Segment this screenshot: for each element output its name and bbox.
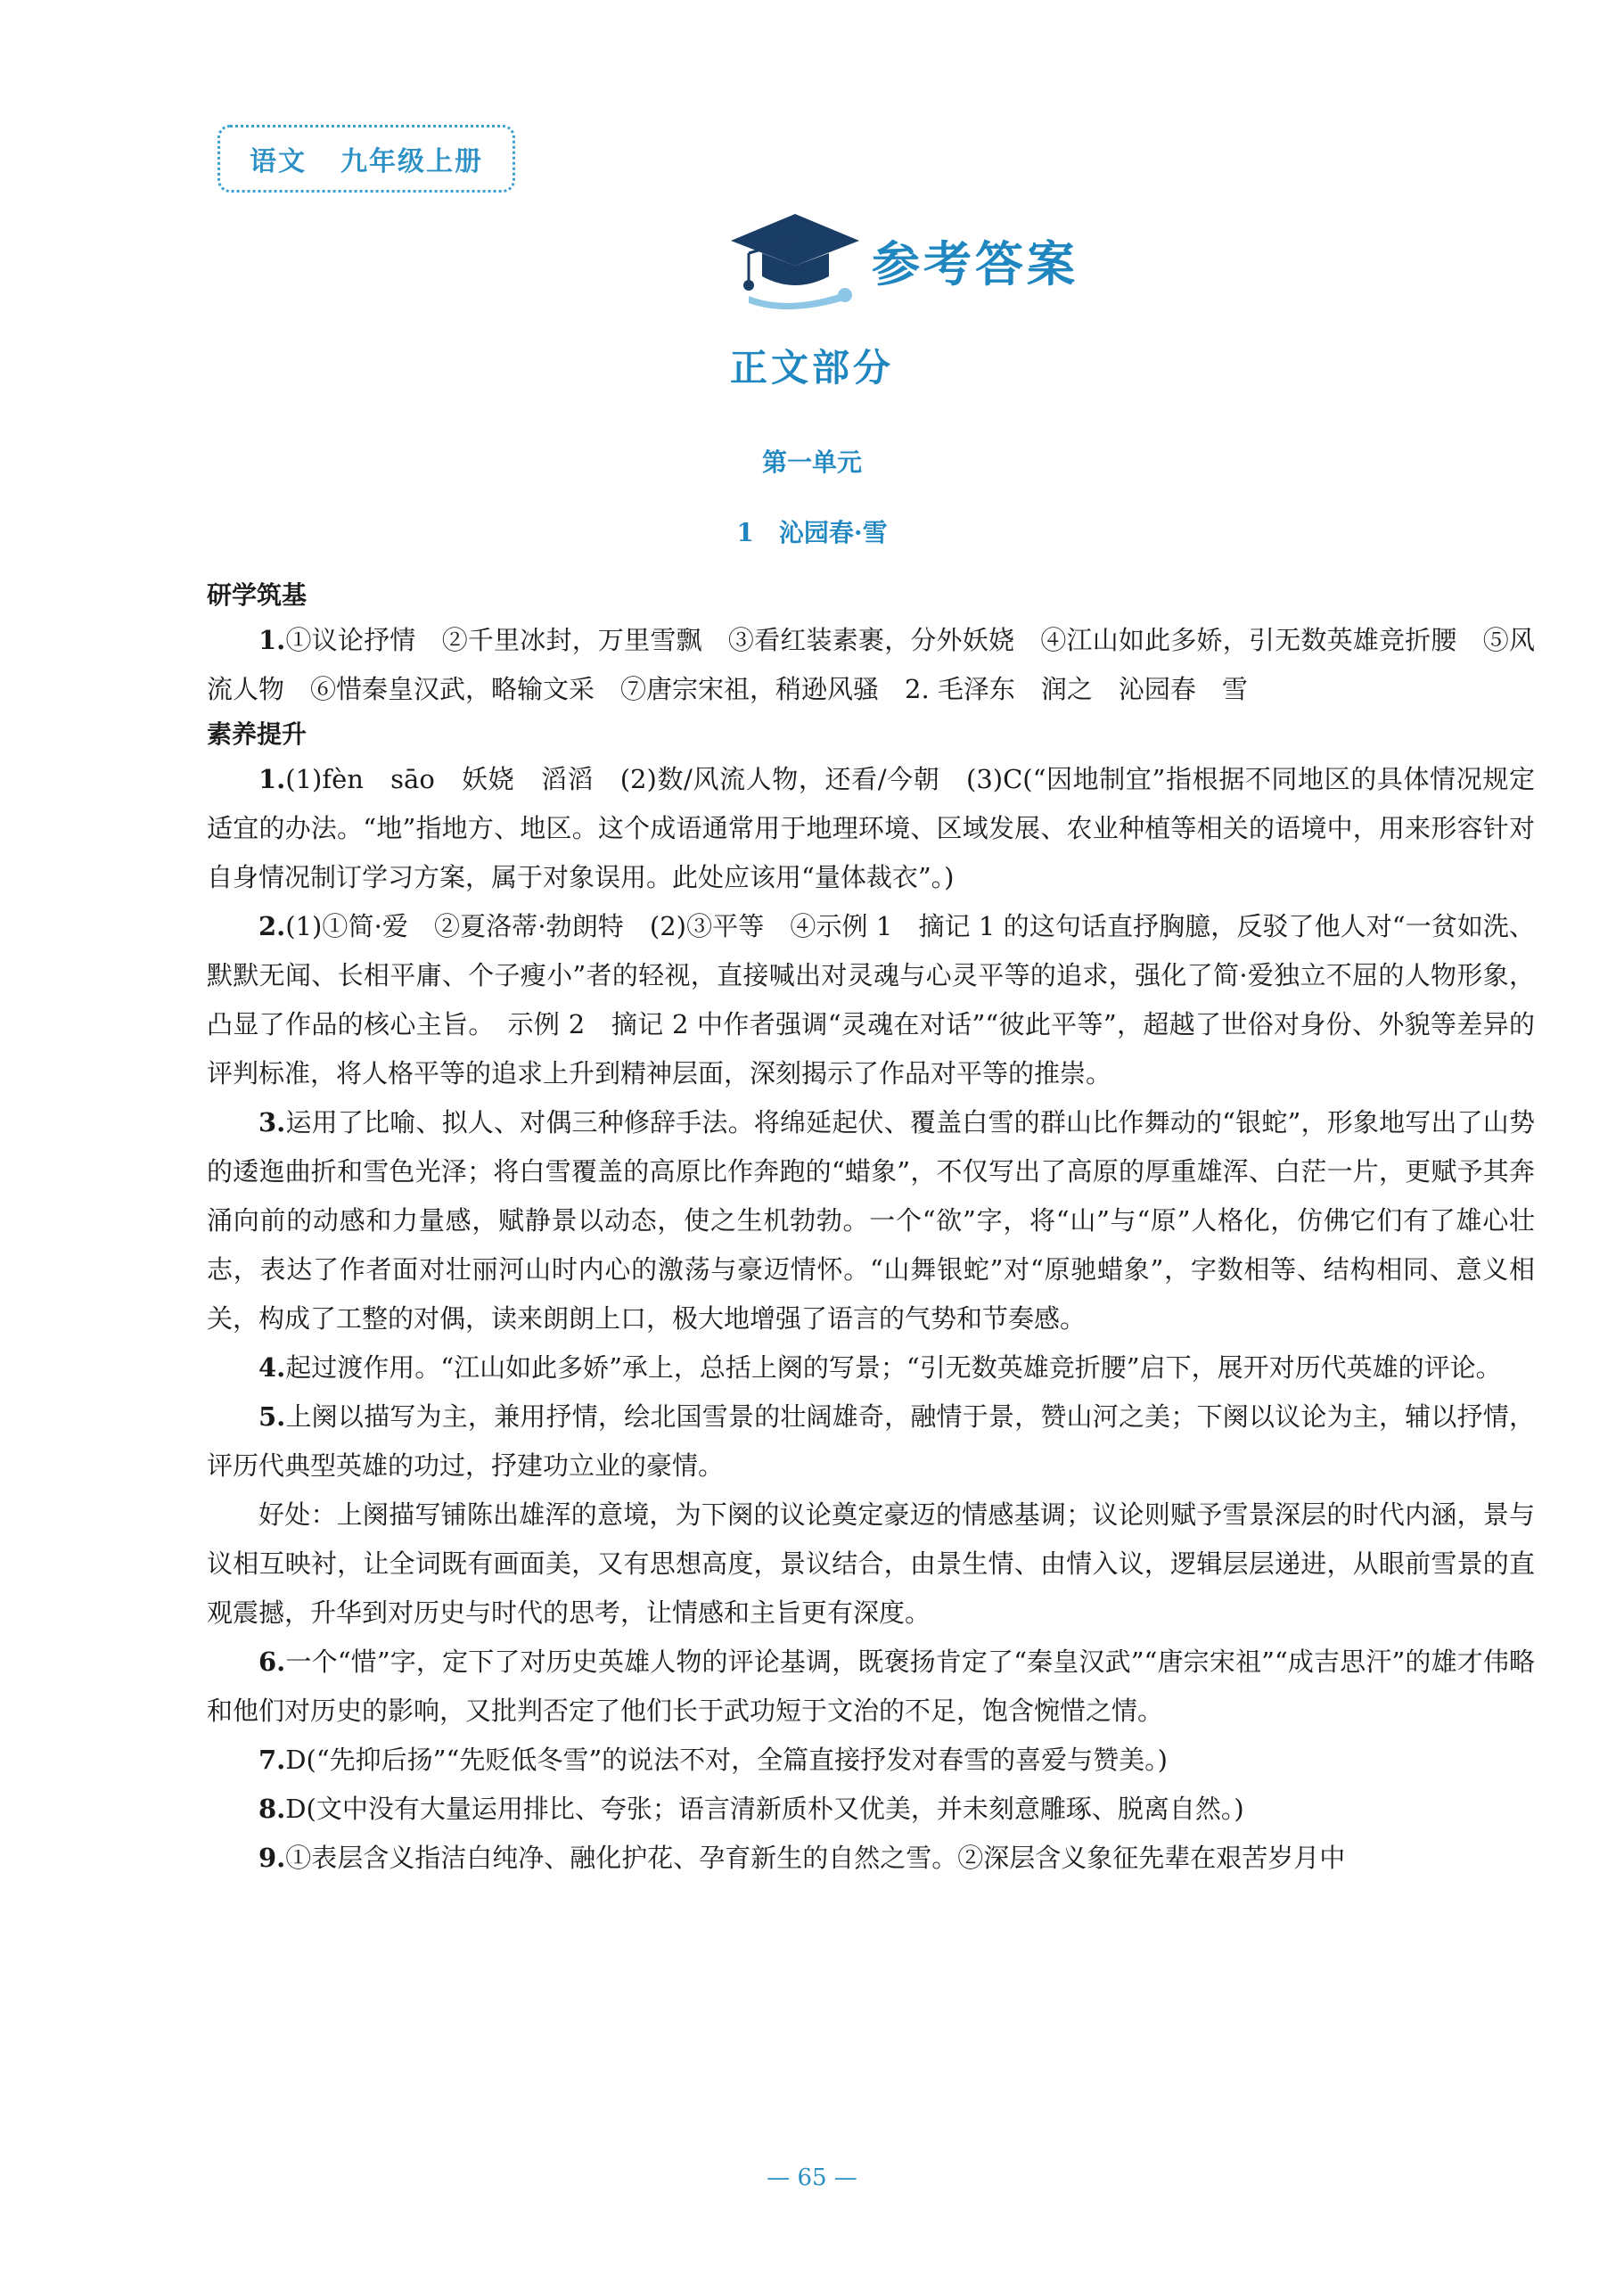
- item-text: (1)fèn sāo 妖娆 滔滔 (2)数/风流人物，还看/今朝 (3)C(“因地制宜”指根据不同地区的具体情况规定适宜的办法。“地”指地方、地区。这个成语通常用于地理环境、区域发展、农业种植等相关的语境中，用来形容针对自身情况制订学习方案，属于对象误用。此处应该用“量体裁衣”。): [207, 764, 1535, 892]
- answer-item: [207, 1785, 1535, 1834]
- answer-item: [207, 755, 1535, 902]
- item-text: 一个“惜”字，定下了对历史英雄人物的评论基调，既褒扬肯定了“秦皇汉武”“唐宗宋祖”“成吉思汗”的雄才伟略和他们对历史的影响，又批判否定了他们长于武功短于文治的不足，饱含惋惜之情。: [207, 1647, 1535, 1726]
- item-number: 1.: [258, 764, 286, 794]
- page-number: — 65 —: [767, 2164, 857, 2191]
- section-title: 正文部分: [729, 346, 894, 390]
- item-number: 6.: [258, 1647, 286, 1677]
- section-heading: 研学筑基: [207, 580, 308, 610]
- item-number: 8.: [258, 1794, 286, 1824]
- item-text: 运用了比喻、拟人、对偶三种修辞手法。将绵延起伏、覆盖白雪的群山比作舞动的“银蛇”，形象地写出了山势的逶迤曲折和雪色光泽；将白雪覆盖的高原比作奔跑的“蜡象”，不仅写出了高原的厚重雄浑、白茫一片，更赋予其奔涌向前的动感和力量感，赋静景以动态，使之生机勃勃。一个“欲”字，将“山”与“原”人格化，仿佛它们有了雄心壮志，表达了作者面对壮丽河山时内心的激荡与豪迈情怀。“山舞银蛇”对“原驰蜡象”，字数相等、结构相同、意义相关，构成了工整的对偶，读来朗朗上口，极大地增强了语言的气势和节奏感。: [207, 1107, 1535, 1334]
- item-number: 1.: [258, 625, 286, 655]
- unit-title: 第一单元: [761, 448, 862, 477]
- item-number: 4.: [258, 1352, 286, 1383]
- title-row: [713, 207, 1079, 314]
- item-number: 3.: [258, 1107, 286, 1138]
- answer-item: [207, 1343, 1535, 1392]
- subject-grade-label: [217, 125, 515, 193]
- answer-item: [207, 1392, 1535, 1491]
- item-number: 5.: [258, 1401, 286, 1432]
- item-text: 好处：上阕描写铺陈出雄浑的意境，为下阕的议论奠定豪迈的情感基调；议论则赋予雪景深层的时代内涵，景与议相互映衬，让全词既有画面美，又有思想高度，景议结合，由景生情、由情入议，逻辑层层递进，从眼前雪景的直观震撼，升华到对历史与时代的思考，让情感和主旨更有深度。: [207, 1499, 1535, 1628]
- item-number: 7.: [258, 1745, 286, 1775]
- graduation-cap-icon: [713, 207, 865, 314]
- main-title: 参考答案: [872, 235, 1079, 292]
- answer-item-continued: [207, 1491, 1535, 1638]
- item-text: ①议论抒情 ②千里冰封，万里雪飘 ③看红装素裹，分外妖娆 ④江山如此多娇，引无数英雄竞折腰 ⑤风流人物 ⑥惜秦皇汉武，略输文采 ⑦唐宗宋祖，稍逊风骚 2. 毛泽东 润之 沁园春 雪: [207, 625, 1535, 704]
- answer-item: [207, 1098, 1535, 1343]
- section-heading: 素养提升: [207, 719, 308, 749]
- lesson-title: 1 沁园春·雪: [736, 518, 888, 547]
- answer-item: [207, 1736, 1535, 1785]
- answer-item: [207, 1638, 1535, 1736]
- item-number: 9.: [258, 1843, 286, 1873]
- item-text: 起过渡作用。“江山如此多娇”承上，总括上阕的写景；“引无数英雄竞折腰”启下，展开对历代英雄的评论。: [285, 1352, 1502, 1383]
- answer-item: [207, 616, 1535, 714]
- item-text: ①表层含义指洁白纯净、融化护花、孕育新生的自然之雪。②深层含义象征先辈在艰苦岁月中: [285, 1843, 1346, 1873]
- item-text: 上阕以描写为主，兼用抒情，绘北国雪景的壮阔雄奇，融情于景，赞山河之美；下阕以议论为主，辅以抒情，评历代典型英雄的功过，抒建功立业的豪情。: [207, 1401, 1535, 1481]
- subject-text: 语文: [250, 146, 307, 177]
- item-text: D(文中没有大量运用排比、夸张；语言清新质朴又优美，并未刻意雕琢、脱离自然。): [285, 1794, 1244, 1824]
- item-text: D(“先抑后扬”“先贬低冬雪”的说法不对，全篇直接抒发对春雪的喜爱与赞美。): [285, 1745, 1168, 1775]
- item-number: 2.: [258, 911, 286, 941]
- answer-content: [207, 575, 1535, 1883]
- grade-text: 九年级上册: [340, 146, 483, 177]
- answer-item: [207, 902, 1535, 1098]
- item-text: (1)①简·爱 ②夏洛蒂·勃朗特 (2)③平等 ④示例 1 摘记 1 的这句话直抒胸臆，反驳了他人对“一贫如洗、默默无闻、长相平庸、个子瘦小”者的轻视，直接喊出对灵魂与心灵平等的追求，强化了简·爱独立不屈的人物形象，凸显了作品的核心主旨。 示例 2 摘记 2 中作者强调“灵魂在对话”“彼此平等”，超越了世俗对身份、外貌等差异的评判标准，将人格平等的追求上升到精神层面，深刻揭示了作品对平等的推崇。: [207, 911, 1535, 1088]
- answer-item: [207, 1834, 1535, 1883]
